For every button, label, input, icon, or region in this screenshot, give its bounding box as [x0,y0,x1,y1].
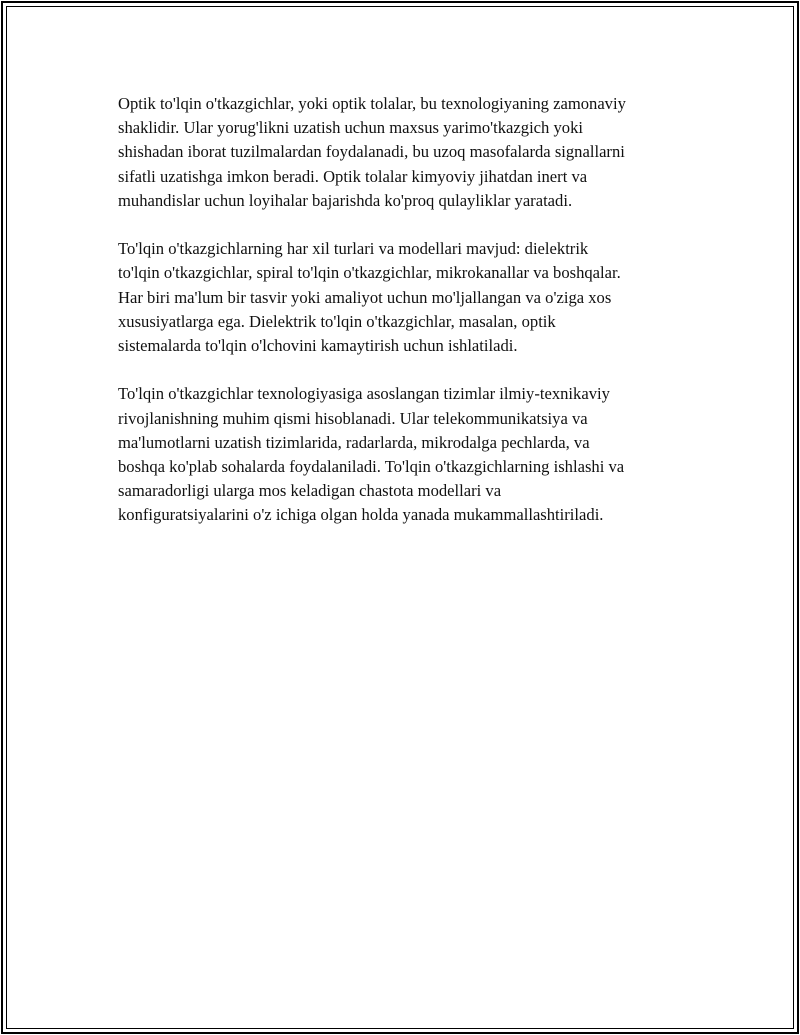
paragraph-2: To'lqin o'tkazgichlarning har xil turlari va modellari mavjud: dielektrik to'lqin o'tkazgichlar, spiral to'lqin o'tkazgichlar, mikrokanallar va boshqalar. Har biri ma'lum bir tasvir yoki amaliyot uchun mo'ljallangan va o'ziga xos xususiyatlarga ega. Dielektrik to'lqin o'tkazgichlar, masalan, optik sistemalarda to'lqin o'lchovini kamaytirish uchun ishlatiladi. [118,239,621,356]
document-body [118,92,718,552]
paragraph-3: To'lqin o'tkazgichlar texnologiyasiga asoslangan tizimlar ilmiy-texnikaviy rivojlanishning muhim qismi hisoblanadi. Ular telekommunikatsiya va ma'lumotlarni uzatish tizimlarida, radarlarda, mikrodalga pechlarda, va boshqa ko'plab sohalarda foydalaniladi. To'lqin o'tkazgichlarning ishlashi va samaradorligi ularga mos keladigan chastota modellari va konfiguratsiyalarini o'z ichiga olgan holda yanada mukammallashtiriladi. [118,384,625,525]
paragraph-1: Optik to'lqin o'tkazgichlar, yoki optik tolalar, bu texnologiyaning zamonaviy shaklidir. Ular yorug'likni uzatish uchun maxsus yarimo'tkazgich yoki shishadan iborat tuzilmalardan foydalanadi, bu uzoq masofalarda signallarni sifatli uzatishga imkon beradi. Optik tolalar kimyoviy jihatdan inert va muhandislar uchun loyihalar bajarishda ko'proq qulayliklar yaratadi. [118,94,626,210]
